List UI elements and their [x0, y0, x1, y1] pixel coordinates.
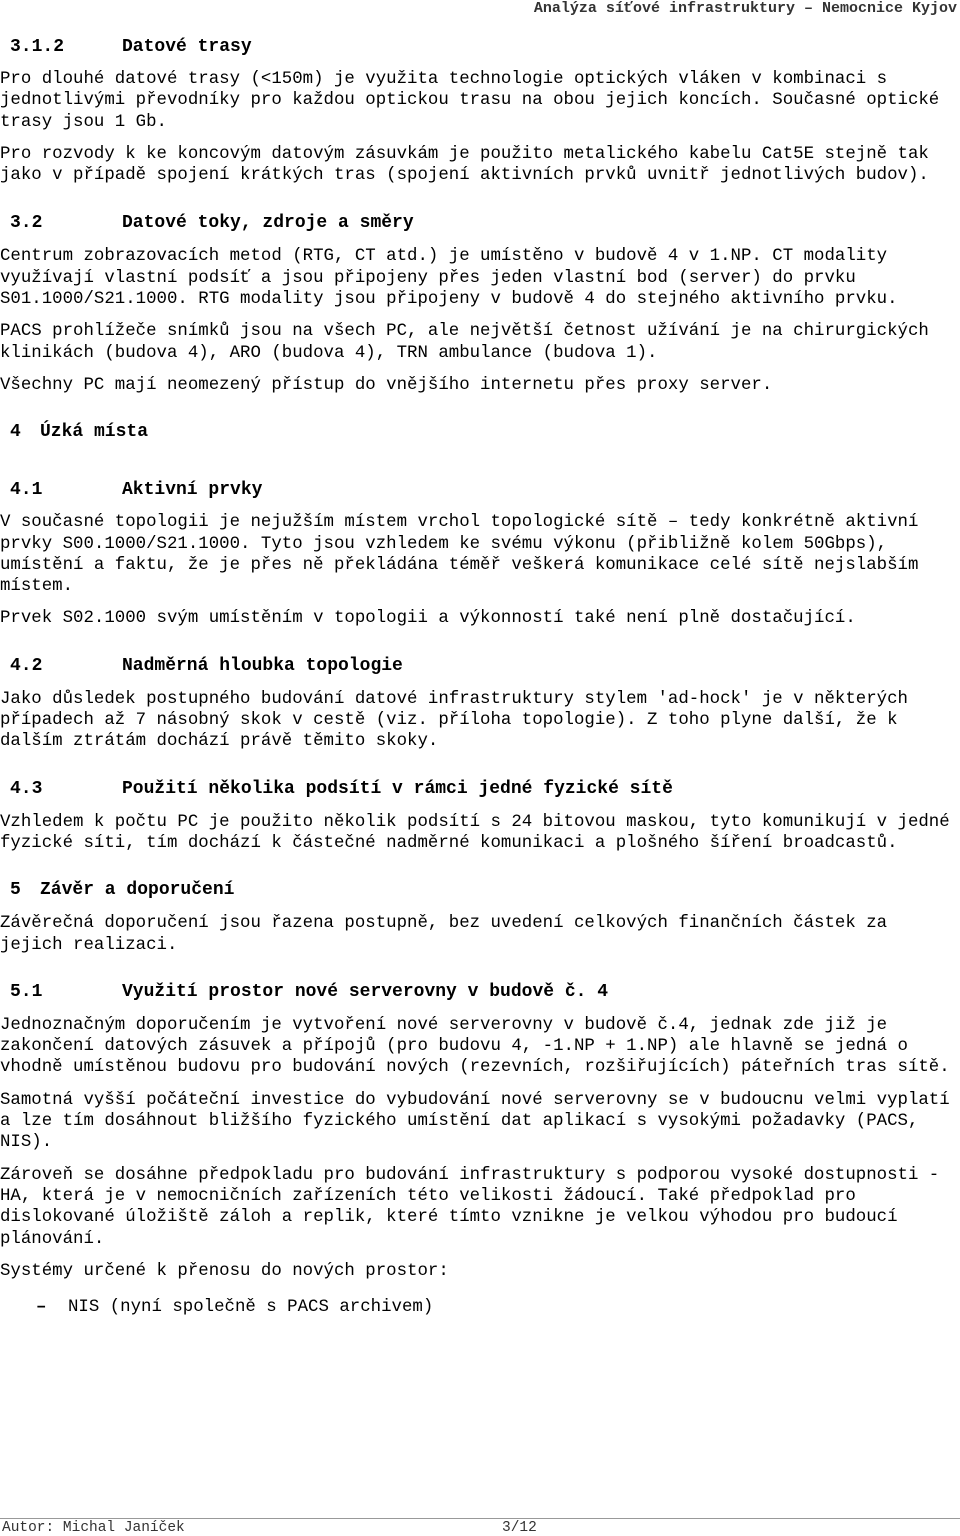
heading-number: 5: [10, 880, 21, 901]
paragraph: Pro rozvody k ke koncovým datovým zásuvkám je použito metalického kabelu Cat5E stejně tak jako v případě spojení krátkých tras (spojení aktivních prvků uvnitř jednotlivých budov).: [0, 144, 929, 186]
heading-number: 4: [10, 422, 21, 443]
footer-author: Autor: Michal Janíček: [2, 1520, 185, 1536]
paragraph: PACS prohlížeče snímků jsou na všech PC, ale největší četnost užívání je na chirurgických klinikách (budova 4), ARO (budova 4), TRN ambulance (budova 1).: [0, 322, 929, 363]
paragraph: Systémy určené k přenosu do nových prostor:: [0, 1261, 449, 1281]
paragraph: Centrum zobrazovacích metod (RTG, CT atd.) je umístěno v budově 4 v 1.NP. CT modality využívají vlastní podsíť a jsou připojeny přes jeden vlastní bod (server) do prvku S01.1000/S21.1000. RTG modality jsou připojeny v budově 4 do stejného aktivního prvku.: [0, 247, 898, 310]
paragraph: Jako důsledek postupného budování datové infrastruktury stylem 'ad-hock' je v některých případech až 7 násobný skok v cestě (viz. příloha topologie). Z toho plyne další, že k dalším ztrátám dochází právě těmito skoky.: [0, 689, 908, 752]
heading-title: Aktivní prvky: [122, 480, 263, 501]
heading-4-2: [0, 655, 960, 677]
heading-number: 4.2: [10, 655, 43, 676]
paragraph: Samotná vyšší počáteční investice do vybudování nové serverovny se v budoucnu velmi vyplatí a lze tím dosáhnout bližšího fyzického umístění dat aplikací s vysokými požadavky (PACS, NIS).: [0, 1090, 950, 1153]
heading-4-3: [0, 778, 960, 800]
page-footer: [0, 1518, 960, 1536]
bullet-dash: –: [36, 1298, 47, 1318]
paragraph: Zároveň se dosáhne předpokladu pro budování infrastruktury s podporou vysoké dostupnosti - HA, která je v nemocničních zařízeních této velikosti žádoucí. Také předpoklad pro dislokované úložiště záloh a replik, které tímto vznikne je velkou výhodou pro budoucí plánování.: [0, 1165, 940, 1249]
heading-title: Datové toky, zdroje a směry: [122, 213, 414, 234]
heading-5-1: [0, 981, 960, 1003]
bullet-list: [0, 1297, 960, 1318]
paragraph: Vzhledem k počtu PC je použito několik podsítí s 24 bitovou maskou, tyto komunikují v jedné fyzické síti, tím dochází k částečné nadměrné komunikaci a plošného šíření broadcastů.: [0, 812, 950, 853]
heading-number: 3.2: [10, 213, 43, 234]
heading-number: 4.3: [10, 778, 43, 799]
running-header: Analýza síťové infrastruktury – Nemocnice Kyjov: [533, 0, 957, 17]
heading-title: Nadměrná hloubka topologie: [122, 655, 403, 676]
paragraph: Pro dlouhé datové trasy (<150m) je využita technologie optických vláken v kombinaci s jednotlivými převodníky pro každou optickou trasu na obou jejich koncích. Současné optické trasy jsou 1 Gb.: [0, 70, 940, 132]
heading-number: 5.1: [10, 981, 43, 1002]
heading-number: 4.1: [10, 480, 43, 501]
list-item: [0, 1297, 960, 1318]
paragraph: Prvek S02.1000 svým umístěním v topologii a výkonností také není plně dostačující.: [0, 609, 856, 629]
heading-title: Závěr a doporučení: [40, 880, 235, 901]
heading-title: Využití prostor nové serverovny v budově č. 4: [122, 981, 609, 1002]
heading-number: 3.1.2: [10, 37, 65, 57]
heading-4-1: [0, 479, 960, 501]
heading-title: Použití několika podsítí v rámci jedné fyzické sítě: [122, 778, 673, 799]
list-item-text: NIS (nyní společně s PACS archivem): [68, 1298, 434, 1318]
heading-title: Datové trasy: [122, 37, 252, 57]
heading-title: Úzká místa: [40, 422, 149, 443]
heading-3-2: [0, 212, 960, 234]
paragraph: Závěrečná doporučení jsou řazena postupně, bez uvedení celkových finančních částek za jejich realizaci.: [0, 914, 888, 955]
heading-5: [0, 879, 960, 901]
heading-3-1-2: [0, 36, 960, 58]
paragraph: V současné topologii je nejužším místem vrchol topologické sítě – tedy konkrétně aktivní prvky S00.1000/S21.1000. Tyto jsou vzhledem ke svému výkonu (přibližně kolem 50Gbps), umístění a faktu, že je přes ně překládána téměř veškerá komunikace celé sítě nejslabším místem.: [0, 513, 919, 597]
footer-page-number: 3/12: [502, 1520, 537, 1536]
heading-4: [0, 421, 960, 443]
paragraph: Všechny PC mají neomezený přístup do vnějšího internetu přes proxy server.: [0, 375, 773, 395]
paragraph: Jednoznačným doporučením je vytvoření nové serverovny v budově č.4, jednak zde již je zakončení datových zásuvek a přípojů (pro budovu 4, -1.NP + 1.NP) ale hlavně se jedná o vhodně umístěnou budovu pro budování nových (rezevních, rozšiřujících) páteřních tras sítě.: [0, 1015, 950, 1078]
page-content: [0, 36, 960, 1318]
